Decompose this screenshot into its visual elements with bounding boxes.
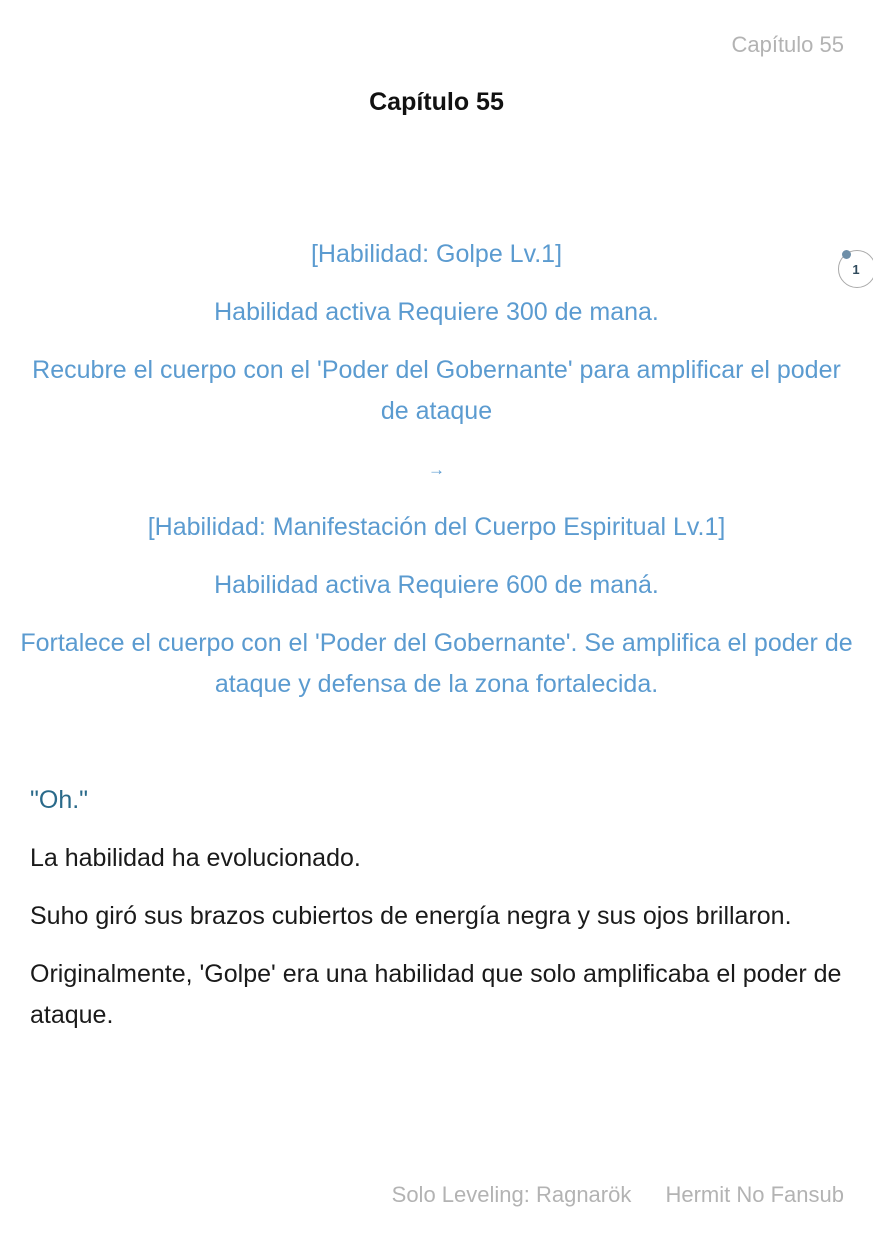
evolution-arrow-icon: →: [428, 460, 445, 479]
footer-book-title: Solo Leveling: Ragnarök: [391, 1182, 632, 1207]
skill1-name: [Habilidad: Golpe Lv.1]: [310, 240, 563, 268]
skill1-cost: Habilidad activa Requiere 300 de mana.: [214, 298, 659, 326]
narrative-paragraph: Originalmente, 'Golpe' era una habilidad que solo amplificaba el poder de ataque.: [30, 960, 842, 1029]
page-footer: [392, 1182, 844, 1208]
footnote-number: 1: [852, 261, 860, 277]
skill2-cost: Habilidad activa Requiere 600 de maná.: [214, 571, 659, 599]
narrative-paragraph: Suho giró sus brazos cubiertos de energía negra y sus ojos brillaron.: [30, 902, 792, 930]
skill2-name: [Habilidad: Manifestación del Cuerpo Espiritual Lv.1]: [147, 513, 726, 541]
dialogue-line: "Oh.": [30, 786, 89, 814]
narrative-text: [30, 780, 845, 1053]
system-message-block: [20, 234, 853, 722]
skill2-description: Fortalece el cuerpo con el 'Poder del Gobernante'. Se amplifica el poder de ataque y defensa de la zona fortalecida.: [20, 629, 853, 698]
footer-translator: Hermit No Fansub: [665, 1182, 844, 1207]
skill1-description: Recubre el cuerpo con el 'Poder del Gobernante' para amplificar el poder de ataque: [32, 356, 841, 425]
header-chapter-label: Capítulo 55: [731, 32, 844, 57]
footnote-dot-icon: [842, 250, 851, 259]
narrative-paragraph: La habilidad ha evolucionado.: [30, 844, 361, 872]
chapter-title: Capítulo 55: [369, 88, 504, 116]
